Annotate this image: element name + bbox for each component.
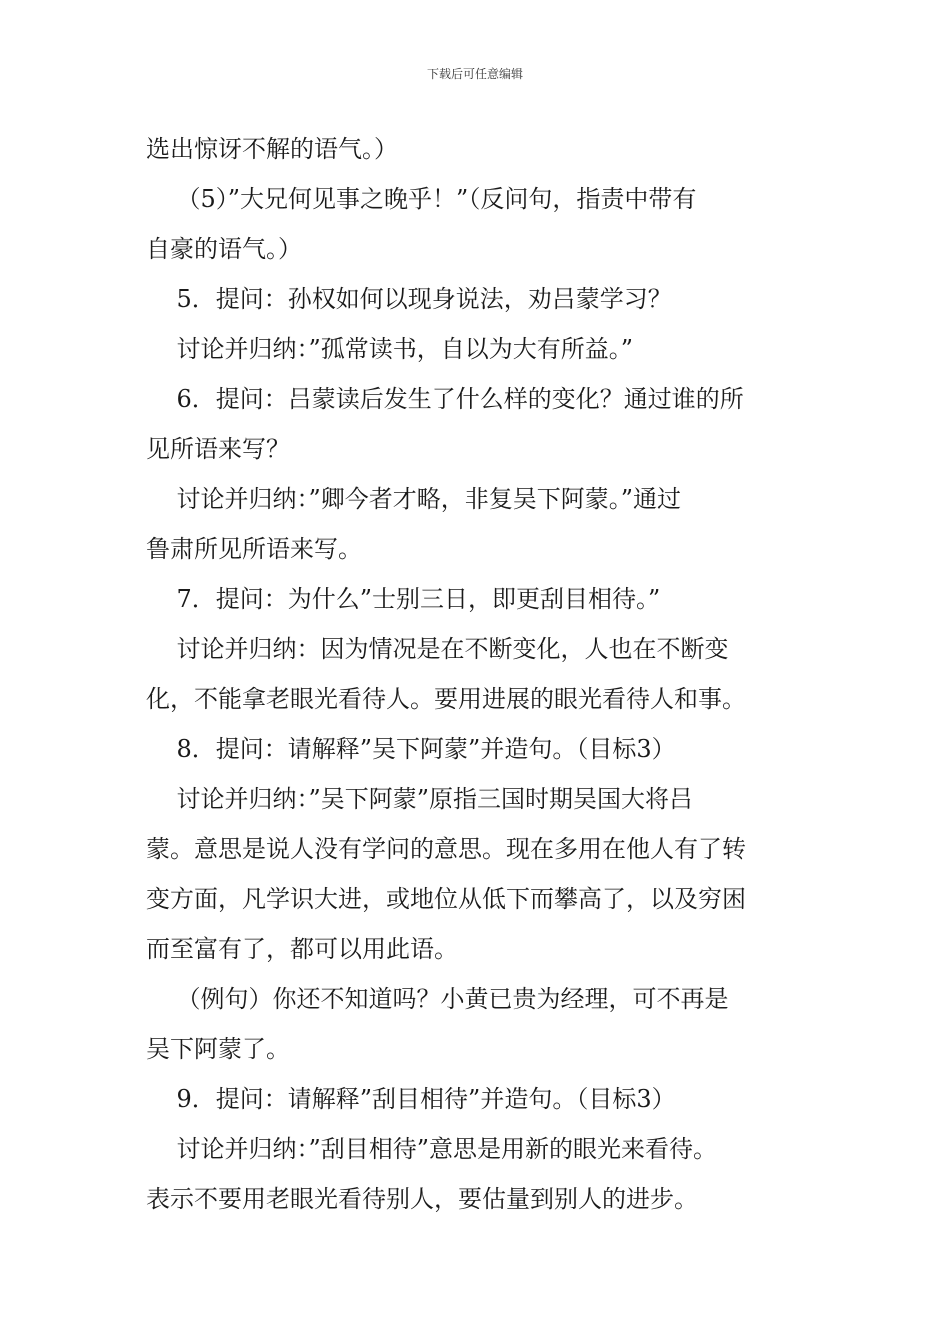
text-line: 蒙。意思是说人没有学问的意思。现在多用在他人有了转: [146, 835, 746, 863]
text-line: （5）”大兄何见事之晚乎！”（反问句，指责中带有: [146, 185, 697, 213]
page-header: 下载后可任意编辑: [426, 67, 523, 81]
text-line: 吴下阿蒙了。: [146, 1035, 290, 1063]
text-line: （例句）你还不知道吗？小黄已贵为经理，可不再是: [146, 985, 729, 1013]
text-line: 讨论并归纳：”刮目相待”意思是用新的眼光来看待。: [146, 1135, 718, 1163]
text-line: 7．提问：为什么”士别三日，即更刮目相待。”: [146, 585, 661, 613]
text-line: 化，不能拿老眼光看待人。要用进展的眼光看待人和事。: [146, 685, 746, 713]
document-body: [146, 124, 814, 1224]
text-line: 表示不要用老眼光看待别人，要估量到别人的进步。: [146, 1185, 698, 1213]
text-line: 选出惊讶不解的语气。）: [146, 135, 398, 163]
text-line: 6．提问：吕蒙读后发生了什么样的变化？通过谁的所: [146, 385, 744, 413]
text-line: 鲁肃所见所语来写。: [146, 535, 362, 563]
text-line: 8．提问：请解释”吴下阿蒙”并造句。（目标3）: [146, 735, 676, 763]
text-line: 讨论并归纳：”卿今者才略，非复吴下阿蒙。”通过: [146, 485, 682, 513]
text-line: 而至富有了，都可以用此语。: [146, 935, 458, 963]
text-line: 变方面，凡学识大进，或地位从低下而攀高了，以及穷困: [146, 885, 746, 913]
text-line: 见所语来写？: [146, 435, 290, 463]
text-line: 9．提问：请解释”刮目相待”并造句。（目标3）: [146, 1085, 676, 1113]
text-line: 自豪的语气。）: [146, 235, 302, 263]
text-line: 讨论并归纳：”吴下阿蒙”原指三国时期吴国大将吕: [146, 785, 694, 813]
text-line: 5．提问：孙权如何以现身说法，劝吕蒙学习？: [146, 285, 672, 313]
text-line: 讨论并归纳：因为情况是在不断变化，人也在不断变: [146, 635, 729, 663]
text-line: 讨论并归纳：”孤常读书，自以为大有所益。”: [146, 335, 634, 363]
